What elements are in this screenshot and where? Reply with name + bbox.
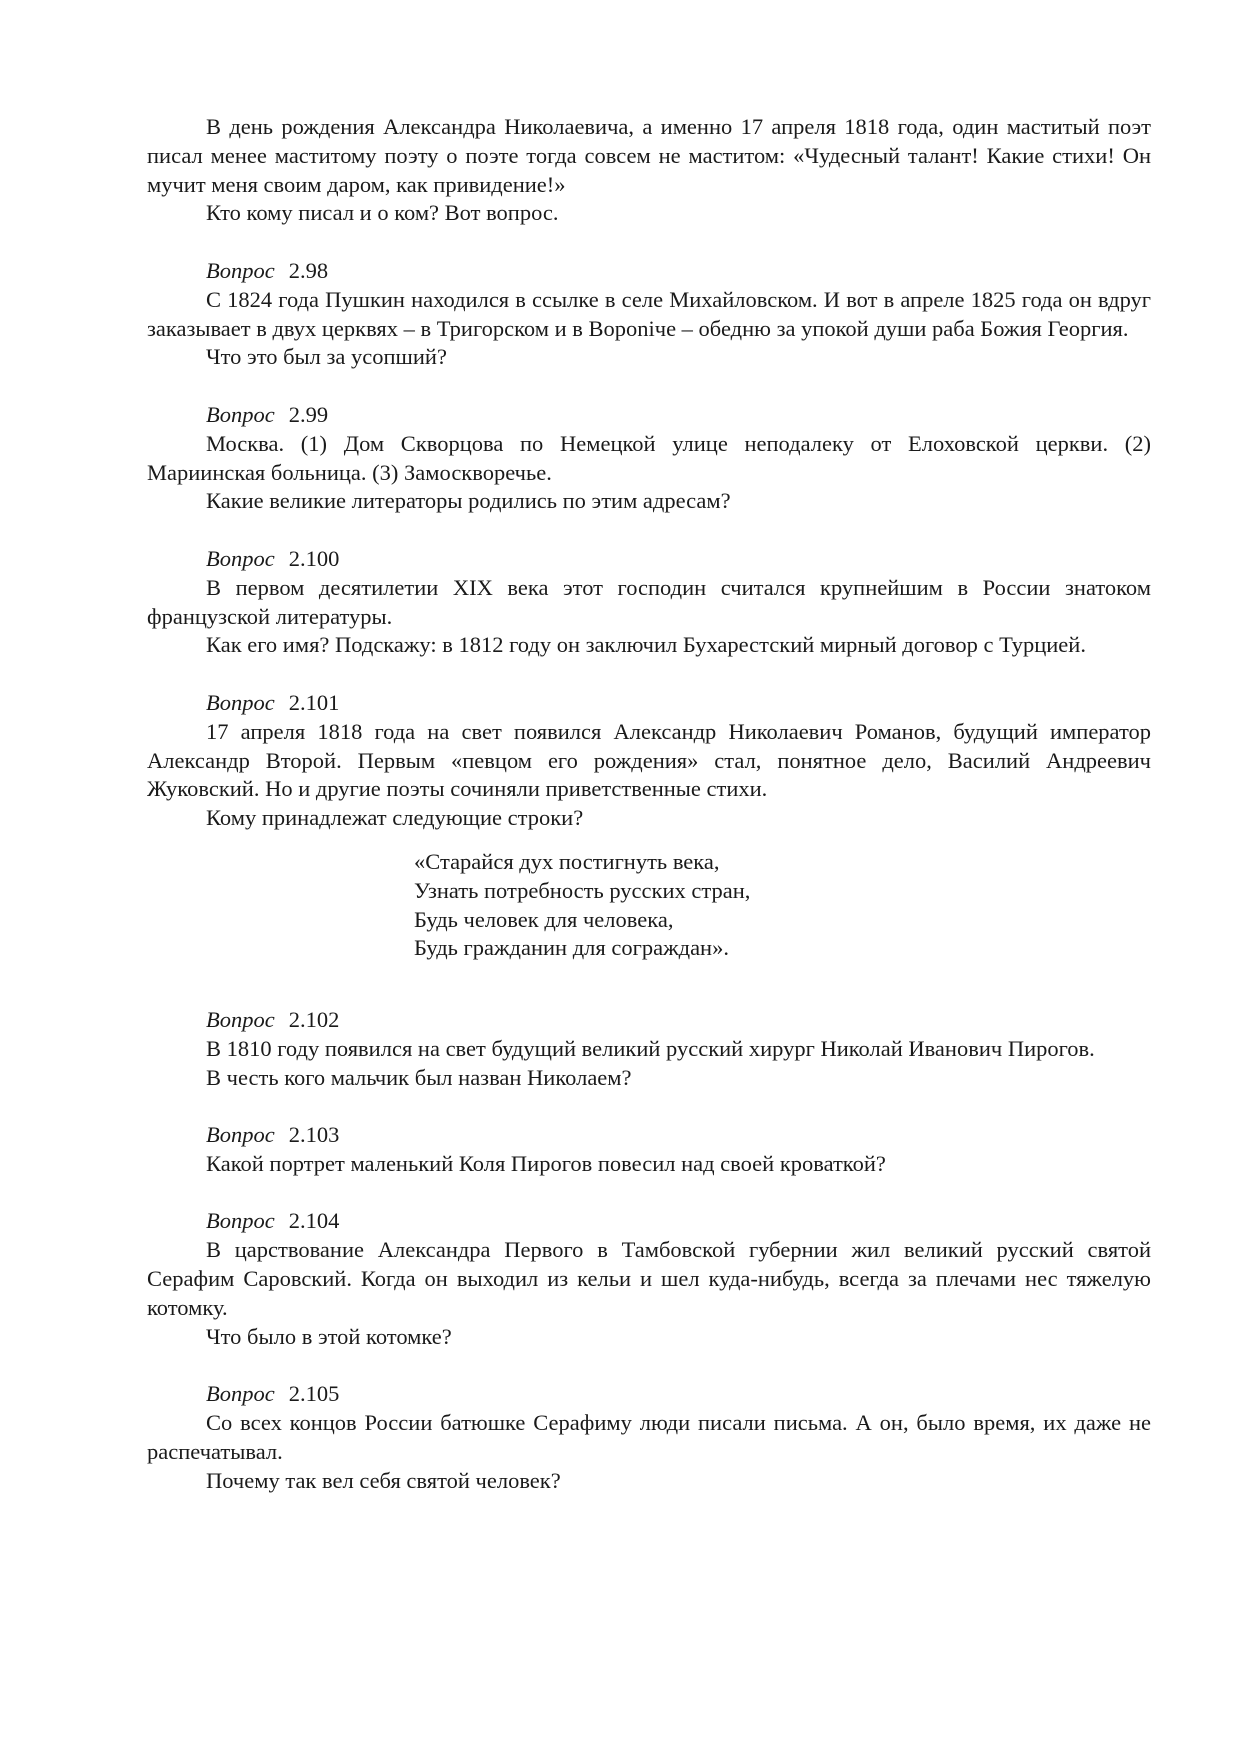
paragraph: Что это был за усопший? <box>206 344 447 370</box>
question-block-2-99 <box>147 401 1151 516</box>
question-number: 2.102 <box>288 1006 340 1032</box>
paragraph: В 1810 году появился на свет будущий великий русский хирург Николай Иванович Пирогов. <box>206 1035 1095 1061</box>
question-label: Вопрос <box>206 689 275 715</box>
intro-block <box>147 113 1151 228</box>
paragraph: В первом десятилетии XIX века этот господин считался крупнейшим в России знатоком французской литературы. <box>147 574 1151 629</box>
paragraph: С 1824 года Пушкин находился в ссылке в селе Михайловском. И вот в апреле 1825 года он вдруг заказывает в двух церквях – в Тригорском и в Вороniче – обедню за упокой души раба Божия Георгия. <box>147 286 1151 341</box>
paragraph: В день рождения Александра Николаевича, а именно 17 апреля 1818 года, один маститый поэт писал менее маститому поэту о поэте тогда совсем не маститом: «Чудесный талант! Какие стихи! Он мучит меня своим даром, как привидение!» <box>147 114 1151 197</box>
question-label: Вопрос <box>206 1381 275 1407</box>
question-number: 2.105 <box>288 1381 340 1407</box>
question-label: Вопрос <box>206 1208 275 1234</box>
verse-quote <box>147 848 1151 963</box>
question-block-2-102 <box>147 1006 1151 1092</box>
paragraph: Кто кому писал и о ком? Вот вопрос. <box>206 200 559 226</box>
paragraph: Что было в этой котомке? <box>206 1323 452 1349</box>
question-block-2-100 <box>147 545 1151 660</box>
question-block-2-103 <box>147 1121 1151 1179</box>
verse-line: Будь человек для человека, <box>414 906 674 932</box>
verse-line: «Старайся дух постигнуть века, <box>414 848 720 874</box>
question-heading <box>147 1121 1151 1150</box>
question-heading <box>147 689 1151 718</box>
question-block-2-104 <box>147 1207 1151 1351</box>
paragraph: Как его имя? Подскажу: в 1812 году он заключил Бухарестский мирный договор с Турцией. <box>206 632 1086 658</box>
question-heading <box>147 257 1151 286</box>
question-number: 2.99 <box>288 401 329 427</box>
paragraph: Почему так вел себя святой человек? <box>206 1467 561 1493</box>
question-number: 2.101 <box>288 689 340 715</box>
document-page <box>147 113 1151 1495</box>
question-label: Вопрос <box>206 1122 275 1148</box>
paragraph: Кому принадлежат следующие строки? <box>206 805 584 831</box>
paragraph: Какие великие литераторы родились по этим адресам? <box>206 488 731 514</box>
paragraph: Со всех концов России батюшке Серафиму люди писали письма. А он, было время, их даже не распечатывал. <box>147 1410 1151 1464</box>
question-number: 2.103 <box>288 1122 340 1148</box>
question-block-2-98 <box>147 257 1151 372</box>
question-block-2-105 <box>147 1380 1151 1495</box>
question-heading <box>147 401 1151 430</box>
question-label: Вопрос <box>206 257 275 283</box>
question-label: Вопрос <box>206 1006 275 1032</box>
paragraph: В царствование Александра Первого в Тамбовской губернии жил великий русский святой Серафим Саровский. Когда он выходил из кельи и шел куда-нибудь, всегда за плечами нес тяжелую котомку. <box>147 1237 1151 1320</box>
verse-line: Будь гражданин для сограждан». <box>414 935 729 961</box>
question-heading <box>147 1207 1151 1236</box>
paragraph: 17 апреля 1818 года на свет появился Александр Николаевич Романов, будущий император Александр Второй. Первым «певцом его рождения» стал, понятное дело, Василий Андреевич Жуковский. Но и другие поэты сочиняли приветственные стихи. <box>147 718 1151 802</box>
question-heading <box>147 1006 1151 1035</box>
question-block-2-101 <box>147 689 1151 963</box>
paragraph: Москва. (1) Дом Скворцова по Немецкой улице неподалеку от Елоховской церкви. (2) Мариинская больница. (3) Замоскворечье. <box>147 430 1151 485</box>
question-number: 2.98 <box>288 257 329 283</box>
question-label: Вопрос <box>206 545 275 571</box>
verse-line: Узнать потребность русских стран, <box>414 877 751 903</box>
question-heading <box>147 545 1151 574</box>
paragraph: В честь кого мальчик был назван Николаем? <box>206 1064 632 1090</box>
question-heading <box>147 1380 1151 1409</box>
question-number: 2.100 <box>288 545 340 571</box>
paragraph: Какой портрет маленький Коля Пирогов повесил над своей кроваткой? <box>206 1150 886 1176</box>
question-number: 2.104 <box>288 1208 340 1234</box>
question-label: Вопрос <box>206 401 275 427</box>
